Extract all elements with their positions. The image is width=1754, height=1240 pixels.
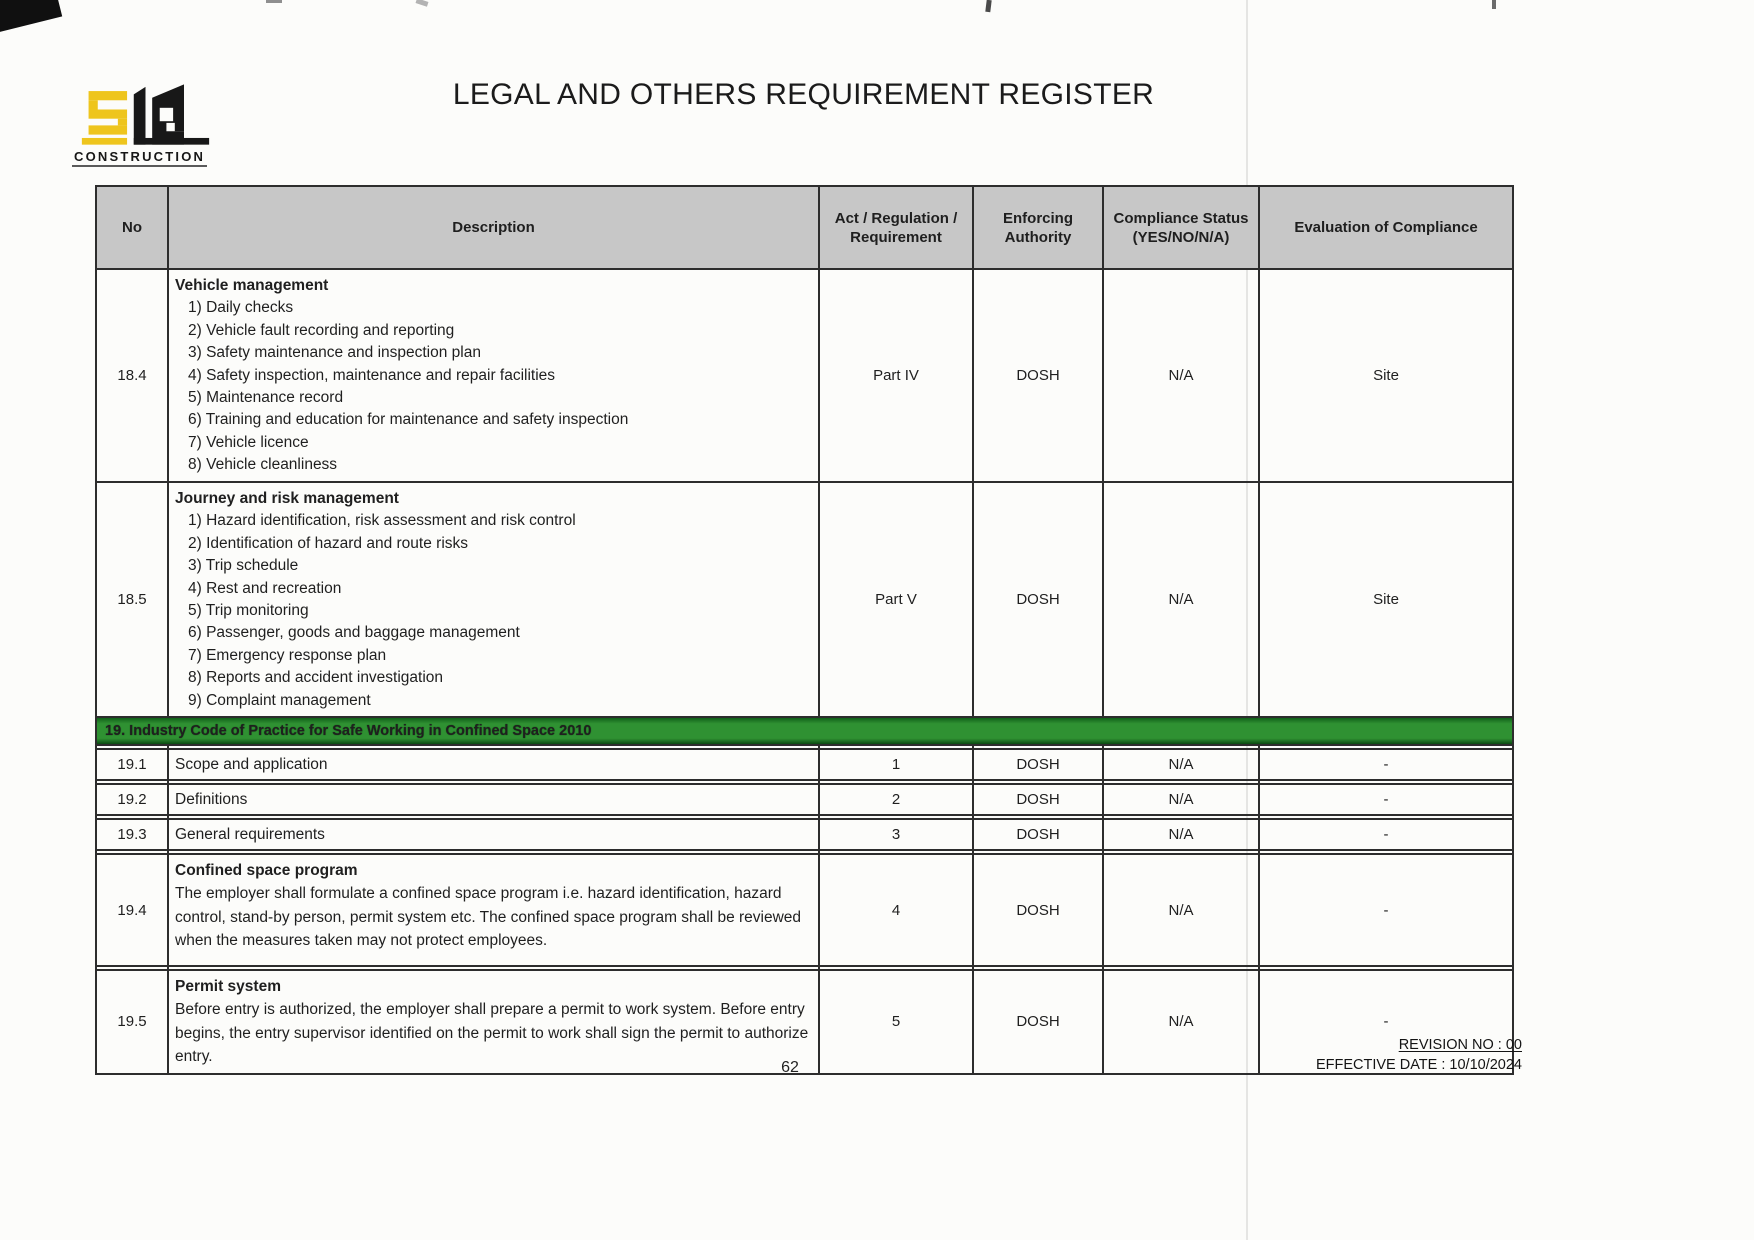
requirement-register-table <box>95 185 1514 1075</box>
description-item: 5) Trip monitoring <box>188 602 309 620</box>
description-item: 8) Reports and accident investigation <box>188 669 444 687</box>
table-row <box>96 784 1513 815</box>
column-header: Enforcing Authority <box>973 186 1103 269</box>
row-description <box>168 784 819 815</box>
row-description <box>168 482 819 717</box>
description-text: Definitions <box>175 790 248 808</box>
row-no: 19.3 <box>96 819 168 850</box>
description-title: Confined space program <box>175 862 358 880</box>
description-item: 3) Trip schedule <box>188 557 299 575</box>
table-row <box>96 269 1513 482</box>
row-enforcing-authority: DOSH <box>973 749 1103 780</box>
description-item: 6) Passenger, goods and baggage management <box>188 624 520 642</box>
description-item: 4) Safety inspection, maintenance and repair facilities <box>188 366 556 384</box>
row-enforcing-authority: DOSH <box>973 784 1103 815</box>
row-compliance-status: N/A <box>1103 970 1259 1074</box>
row-no: 19.5 <box>96 970 168 1074</box>
column-header: No <box>96 186 168 269</box>
column-header: Compliance Status (YES/NO/N/A) <box>1103 186 1259 269</box>
row-description <box>168 269 819 482</box>
logo-subtitle: CONSTRUCTION <box>72 149 207 167</box>
row-evaluation: Site <box>1259 269 1513 482</box>
row-evaluation: - <box>1259 749 1513 780</box>
row-act-regulation: Part V <box>819 482 973 717</box>
section-banner-row <box>96 717 1513 745</box>
table-body <box>96 269 1513 1074</box>
row-enforcing-authority: DOSH <box>973 819 1103 850</box>
description-item: 1) Hazard identification, risk assessment and risk control <box>188 512 576 530</box>
description-item: 9) Complaint management <box>188 691 371 709</box>
description-item: 3) Safety maintenance and inspection plan <box>188 344 481 362</box>
description-title: Journey and risk management <box>175 490 399 507</box>
header-row <box>96 186 1513 269</box>
description-title: Vehicle management <box>175 277 329 294</box>
scan-edge-mark <box>266 0 282 3</box>
row-description <box>168 749 819 780</box>
row-act-regulation: Part IV <box>819 269 973 482</box>
description-body: The employer shall formulate a confined space program i.e. hazard identification, hazard control, stand-by person, permit system etc. The confined space program shall be reviewed when the measures taken may not protect employees. <box>175 885 802 950</box>
scan-edge-mark <box>985 0 991 12</box>
row-enforcing-authority: DOSH <box>973 269 1103 482</box>
description-item: 2) Vehicle fault recording and reporting <box>188 321 455 339</box>
row-enforcing-authority: DOSH <box>973 482 1103 717</box>
scan-corner-artifact <box>0 0 62 34</box>
row-enforcing-authority: DOSH <box>973 970 1103 1074</box>
description-text: Scope and application <box>175 755 328 773</box>
row-description <box>168 970 819 1074</box>
table-row <box>96 482 1513 717</box>
row-no: 19.2 <box>96 784 168 815</box>
row-compliance-status: N/A <box>1103 482 1259 717</box>
column-header: Act / Regulation / Requirement <box>819 186 973 269</box>
row-evaluation: - <box>1259 819 1513 850</box>
row-compliance-status: N/A <box>1103 819 1259 850</box>
description-text: General requirements <box>175 825 325 843</box>
description-item: 8) Vehicle cleanliness <box>188 456 338 474</box>
page-title: LEGAL AND OTHERS REQUIREMENT REGISTER <box>452 78 1155 111</box>
description-body: Before entry is authorized, the employer shall prepare a permit to work system. Before entry begins, the entry supervisor identified on the permit to work shall sign the permit to authorize entry. <box>175 1001 809 1066</box>
row-act-regulation: 1 <box>819 749 973 780</box>
description-title: Permit system <box>175 978 281 996</box>
row-description <box>168 854 819 966</box>
description-item: 1) Daily checks <box>188 299 294 317</box>
column-header: Evaluation of Compliance <box>1259 186 1513 269</box>
row-evaluation: - <box>1259 784 1513 815</box>
table-row <box>96 749 1513 780</box>
row-compliance-status: N/A <box>1103 854 1259 966</box>
footer-block <box>1316 1035 1522 1076</box>
description-item: 7) Vehicle licence <box>188 433 309 451</box>
scan-edge-mark <box>1492 0 1496 9</box>
row-no: 19.4 <box>96 854 168 966</box>
table-row <box>96 854 1513 966</box>
scan-edge-mark <box>416 0 429 7</box>
row-enforcing-authority: DOSH <box>973 854 1103 966</box>
description-item: 7) Emergency response plan <box>188 646 387 664</box>
description-item: 2) Identification of hazard and route risks <box>188 534 469 552</box>
row-act-regulation: 4 <box>819 854 973 966</box>
row-evaluation: - <box>1259 970 1513 1074</box>
row-no: 18.4 <box>96 269 168 482</box>
row-act-regulation: 5 <box>819 970 973 1074</box>
description-item: 6) Training and education for maintenance and safety inspection <box>188 411 629 429</box>
section-banner-label: 19. Industry Code of Practice for Safe Working in Confined Space 2010 <box>96 717 1513 745</box>
row-act-regulation: 2 <box>819 784 973 815</box>
row-evaluation: - <box>1259 854 1513 966</box>
row-no: 18.5 <box>96 482 168 717</box>
row-compliance-status: N/A <box>1103 784 1259 815</box>
row-description <box>168 819 819 850</box>
row-act-regulation: 3 <box>819 819 973 850</box>
row-evaluation: Site <box>1259 482 1513 717</box>
effective-date: EFFECTIVE DATE : 10/10/2024 <box>1315 1057 1522 1073</box>
row-compliance-status: N/A <box>1103 749 1259 780</box>
description-item: 4) Rest and recreation <box>188 579 342 597</box>
column-header: Description <box>168 186 819 269</box>
description-item: 5) Maintenance record <box>188 389 344 407</box>
page-number: 62 <box>781 1059 799 1076</box>
table-row <box>96 819 1513 850</box>
revision-number: REVISION NO : 00 <box>1398 1037 1522 1053</box>
row-compliance-status: N/A <box>1103 269 1259 482</box>
row-no: 19.1 <box>96 749 168 780</box>
